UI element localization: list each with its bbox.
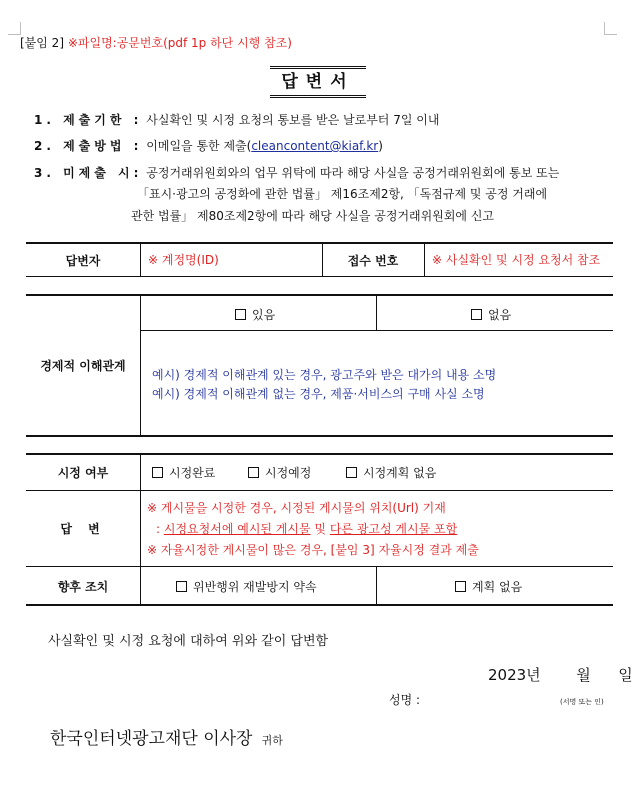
table-border (26, 566, 613, 567)
attachment-prefix: [붙임 2] (20, 36, 64, 50)
recipient-name: 한국인터넷광고재단 이사장 (50, 729, 253, 749)
nonsubmit-line3: 관한 법률」 제80조제2항에 따라 해당 사실을 공정거래위원회에 신고 (131, 209, 494, 223)
option-no[interactable] (471, 306, 511, 323)
method-label: 2. 제출방법 : (34, 139, 143, 153)
table-divider (424, 243, 425, 276)
date-month: 월 (576, 666, 591, 684)
correction-option-label: 시정계획 없음 (363, 466, 437, 480)
signature-label: 성명 : (389, 693, 421, 707)
correction-option-label: 시정완료 (169, 466, 216, 480)
method-suffix: ) (378, 139, 383, 153)
table-border (26, 242, 613, 244)
answer-instruction-2-prefix: : (156, 522, 164, 536)
table-border (26, 276, 613, 277)
document-title: 답변서 (270, 66, 366, 98)
date-line (488, 664, 633, 685)
recipient-line (50, 724, 283, 749)
signature-note: (서명 또는 인) (560, 698, 604, 706)
table-border (26, 453, 613, 455)
table-divider (140, 454, 141, 604)
economic-interest-label: 경제적 이해관계 (40, 359, 126, 373)
receipt-value[interactable]: ※ 사실확인 및 시정 요청서 참조 (432, 253, 601, 267)
table-border (26, 490, 613, 491)
interest-example-2: 예시) 경제적 이해관계 없는 경우, 제품·서비스의 구매 사실 소명 (152, 387, 485, 401)
table-border (26, 435, 613, 437)
correction-option-label: 시정예정 (265, 466, 312, 480)
date-year: 2023년 (488, 666, 541, 684)
nonsubmit-label: 3. 미제출 시: (34, 166, 143, 180)
answer-instruction-2-a: 시정요청서에 예시된 게시물 (163, 522, 311, 536)
checkbox-icon[interactable] (346, 467, 357, 478)
checkbox-icon[interactable] (235, 309, 246, 320)
page-corner-mark (604, 22, 617, 35)
table-border (26, 294, 613, 296)
checkbox-icon[interactable] (455, 581, 466, 592)
answer-instruction-3: ※ 자율시정한 게시물이 많은 경우, [붙임 3] 자율시정 결과 제출 (147, 543, 479, 557)
option-yes-label: 있음 (252, 308, 276, 322)
table-divider (141, 330, 613, 331)
table-border (26, 604, 613, 606)
receipt-label: 접수 번호 (347, 254, 399, 268)
deadline-text: 사실확인 및 시정 요청의 통보를 받은 날로부터 7일 이내 (146, 113, 440, 127)
nonsubmit-line2: 「표시·광고의 공정화에 관한 법률」 제16조제2항, 「독점규제 및 공정 거래에 (137, 187, 548, 201)
date-day: 일 (618, 666, 633, 684)
correction-option-none[interactable] (346, 464, 436, 481)
table-divider (376, 567, 377, 604)
option-yes[interactable] (235, 306, 275, 323)
nonsubmit-row (34, 164, 559, 181)
respondent-label: 답변자 (65, 254, 101, 268)
nonsubmit-line1: 공정거래위원회와의 업무 위탁에 따라 해당 사실을 공정거래위원회에 통보 또는 (146, 166, 560, 180)
recipient-honorific: 귀하 (261, 734, 283, 747)
future-option-promise[interactable] (176, 578, 317, 595)
answer-instruction-2 (156, 520, 457, 537)
correction-option-planned[interactable] (248, 464, 311, 481)
method-prefix: 이메일을 통한 제출( (146, 139, 252, 153)
answer-instruction-1: ※ 게시물을 시정한 경우, 시정된 게시물의 위치(Url) 기재 (147, 501, 446, 515)
table-divider (376, 295, 377, 330)
answer-instruction-2-b: 다른 광고성 게시물 포함 (329, 522, 458, 536)
correction-option-done[interactable] (152, 464, 215, 481)
email-link[interactable]: cleancontent@kiaf.kr (251, 139, 379, 153)
closing-statement: 사실확인 및 시정 요청에 대하여 위와 같이 답변함 (48, 634, 329, 649)
correction-label: 시정 여부 (57, 466, 109, 480)
future-option-none[interactable] (455, 578, 522, 595)
respondent-value[interactable]: ※ 계정명(ID) (148, 253, 219, 267)
deadline-label: 1. 제출기한 : (34, 113, 143, 127)
future-option-label: 계획 없음 (472, 580, 523, 594)
checkbox-icon[interactable] (176, 581, 187, 592)
checkbox-icon[interactable] (471, 309, 482, 320)
attachment-header (20, 34, 292, 51)
checkbox-icon[interactable] (152, 467, 163, 478)
checkbox-icon[interactable] (248, 467, 259, 478)
future-action-label: 향후 조치 (57, 580, 109, 594)
table-divider (140, 295, 141, 435)
method-row (34, 137, 383, 154)
interest-example-1: 예시) 경제적 이해관계 있는 경우, 광고주와 받은 대가의 내용 소명 (152, 368, 497, 382)
option-no-label: 없음 (488, 308, 512, 322)
attachment-note: ※파일명:공문번호(pdf 1p 하단 시행 참조) (67, 36, 292, 50)
answer-instruction-2-mid: 및 (310, 522, 330, 536)
deadline-row (34, 111, 439, 128)
table-divider (140, 243, 141, 276)
answer-label: 답 변 (60, 522, 106, 536)
future-option-label: 위반행위 재발방지 약속 (193, 580, 317, 594)
